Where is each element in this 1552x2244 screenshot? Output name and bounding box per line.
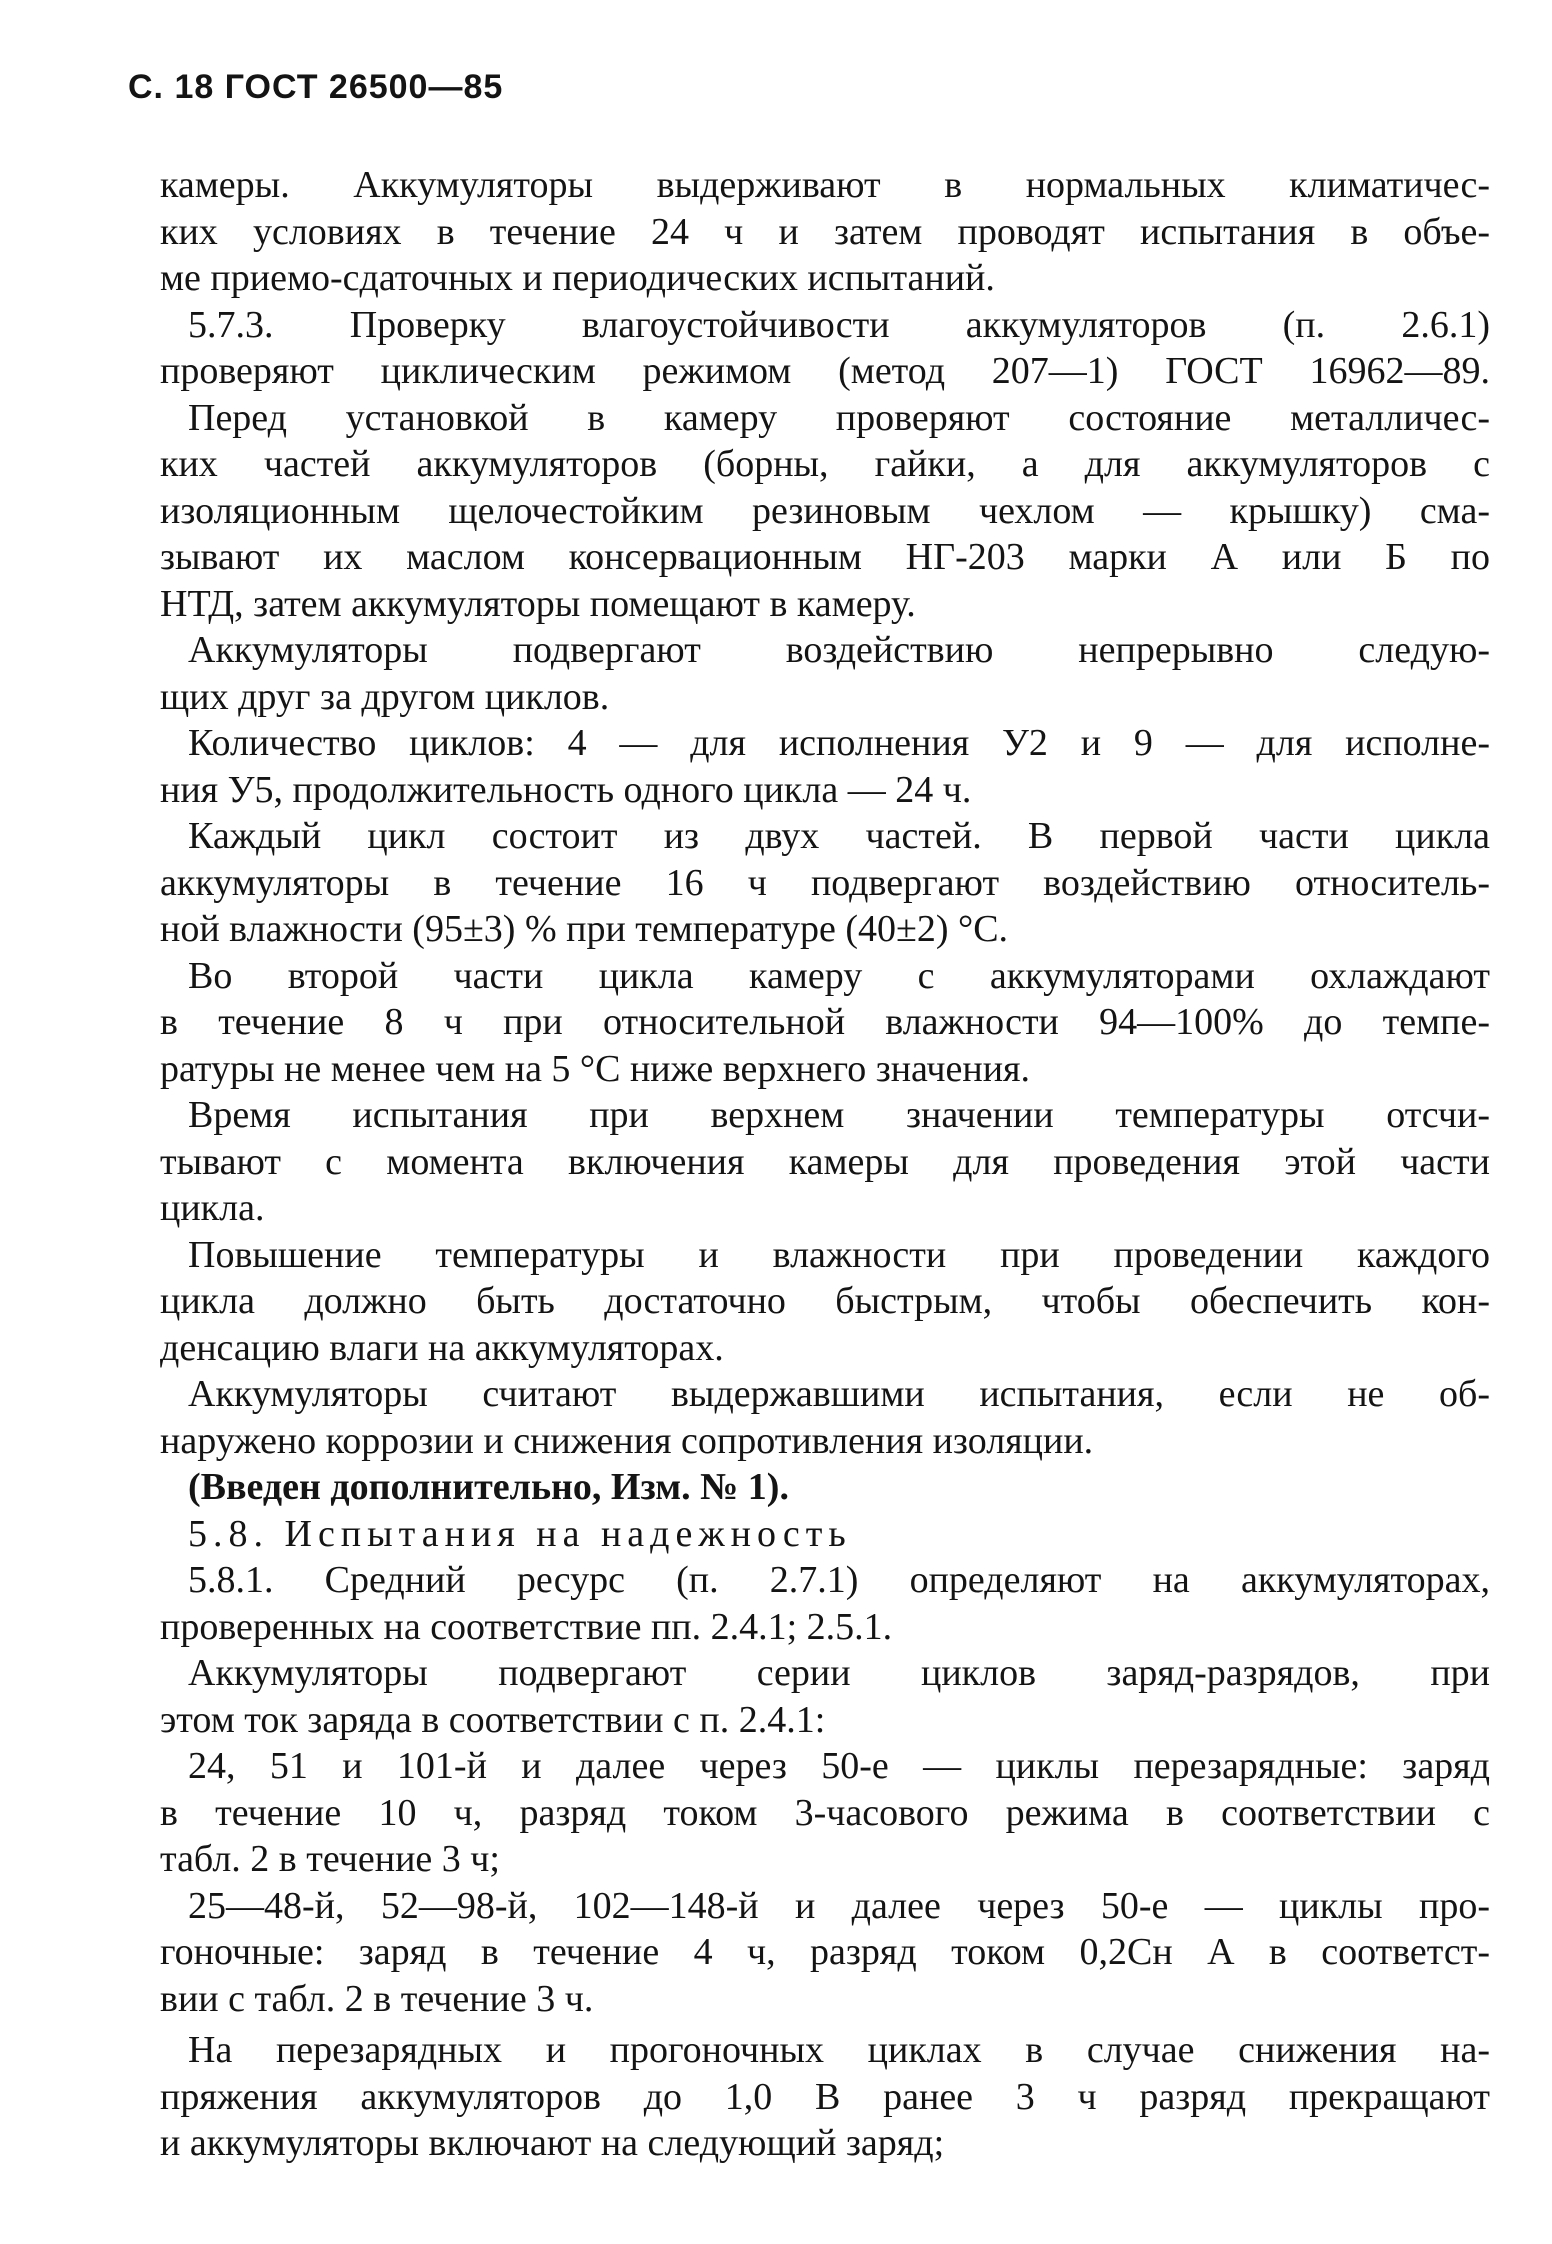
text-line: камеры. Аккумуляторы выдерживают в нормальных климатичес-	[160, 164, 1490, 206]
text-line: этом ток заряда в соответствии с п. 2.4.1:	[160, 1698, 826, 1741]
text-line: ких условиях в течение 24 ч и затем проводят испытания в объе-	[160, 210, 1490, 253]
text-line: ме приемо-сдаточных и периодических испытаний.	[160, 257, 995, 299]
text-line: Аккумуляторы подвергают воздействию непрерывно следую-	[188, 629, 1490, 671]
text-line: ния У5, продолжительность одного цикла — 24 ч.	[160, 768, 972, 811]
text-line: цикла.	[160, 1187, 265, 1229]
text-line: Каждый цикл состоит из двух частей. В первой части цикла	[188, 815, 1490, 857]
text-line: вии с табл. 2 в течение 3 ч.	[160, 1977, 594, 2020]
text-line: Аккумуляторы считают выдержавшими испытания, если не об-	[188, 1373, 1490, 1415]
text-line: ких частей аккумуляторов (борны, гайки, а для аккумуляторов с	[160, 443, 1490, 485]
page-header: С. 18 ГОСТ 26500—85	[128, 68, 504, 106]
text-line: Время испытания при верхнем значении температуры отсчи-	[188, 1094, 1490, 1136]
text-line: 5.8.1. Средний ресурс (п. 2.7.1) определяют на аккумуляторах,	[188, 1559, 1490, 1601]
text-line: Перед установкой в камеру проверяют состояние металличес-	[188, 396, 1490, 439]
text-line: в течение 8 ч при относительной влажности 94—100% до темпе-	[160, 1001, 1490, 1043]
text-line: пряжения аккумуляторов до 1,0 В ранее 3 ч разряд прекращают	[160, 2075, 1490, 2118]
text-line: ной влажности (95±3) % при температуре (40±2) °С.	[160, 908, 1009, 950]
text-line: аккумуляторы в течение 16 ч подвергают воздействию относитель-	[160, 861, 1490, 904]
text-line: в течение 10 ч, разряд током 3-часового режима в соответствии с	[160, 1791, 1490, 1834]
document-body	[160, 162, 1490, 2167]
text-line: щих друг за другом циклов.	[160, 675, 610, 718]
text-line: зывают их маслом консервационным НГ-203 марки А или Б по	[160, 536, 1490, 578]
text-line: табл. 2 в течение 3 ч;	[160, 1838, 500, 1880]
text-line: НТД, затем аккумуляторы помещают в камеру.	[160, 582, 916, 625]
text-line: 24, 51 и 101-й и далее через 50-е — циклы перезарядные: заряд	[188, 1745, 1490, 1787]
text-line: проверенных на соответствие пп. 2.4.1; 2.5.1.	[160, 1605, 893, 1648]
text-line: 25—48-й, 52—98-й, 102—148-й и далее через 50-е — циклы про-	[188, 1884, 1490, 1927]
text-line: тывают с момента включения камеры для проведения этой части	[160, 1140, 1490, 1183]
text-line: Во второй части цикла камеру с аккумуляторами охлаждают	[188, 954, 1490, 997]
text-line: Повышение температуры и влажности при проведении каждого	[188, 1233, 1490, 1276]
text-line: денсацию влаги на аккумуляторах.	[160, 1326, 724, 1369]
text-line: Аккумуляторы подвергают серии циклов заряд-разрядов, при	[188, 1652, 1490, 1694]
text-line: гоночные: заряд в течение 4 ч, разряд током 0,2Cн А в соответст-	[160, 1931, 1490, 1973]
text-line: 5.7.3. Проверку влагоустойчивости аккумуляторов (п. 2.6.1)	[188, 303, 1490, 346]
text-line: (Введен дополнительно, Изм. № 1).	[188, 1466, 789, 1508]
text-line: наружено коррозии и снижения сопротивления изоляции.	[160, 1419, 1094, 1462]
text-line: и аккумуляторы включают на следующий заряд;	[160, 2122, 945, 2164]
text-line: проверяют циклическим режимом (метод 207—1) ГОСТ 16962—89.	[160, 350, 1490, 392]
text-line: Количество циклов: 4 — для исполнения У2 и 9 — для исполне-	[188, 722, 1490, 764]
text-line: На перезарядных и прогоночных циклах в случае снижения на-	[188, 2029, 1490, 2071]
text-line: ратуры не менее чем на 5 °С ниже верхнего значения.	[160, 1047, 1031, 1090]
text-line: изоляционным щелочестойким резиновым чехлом — крышку) сма-	[160, 489, 1490, 532]
text-line: цикла должно быть достаточно быстрым, чтобы обеспечить кон-	[160, 1280, 1490, 1322]
text-line: 5.8. Испытания на надежность	[188, 1512, 852, 1555]
